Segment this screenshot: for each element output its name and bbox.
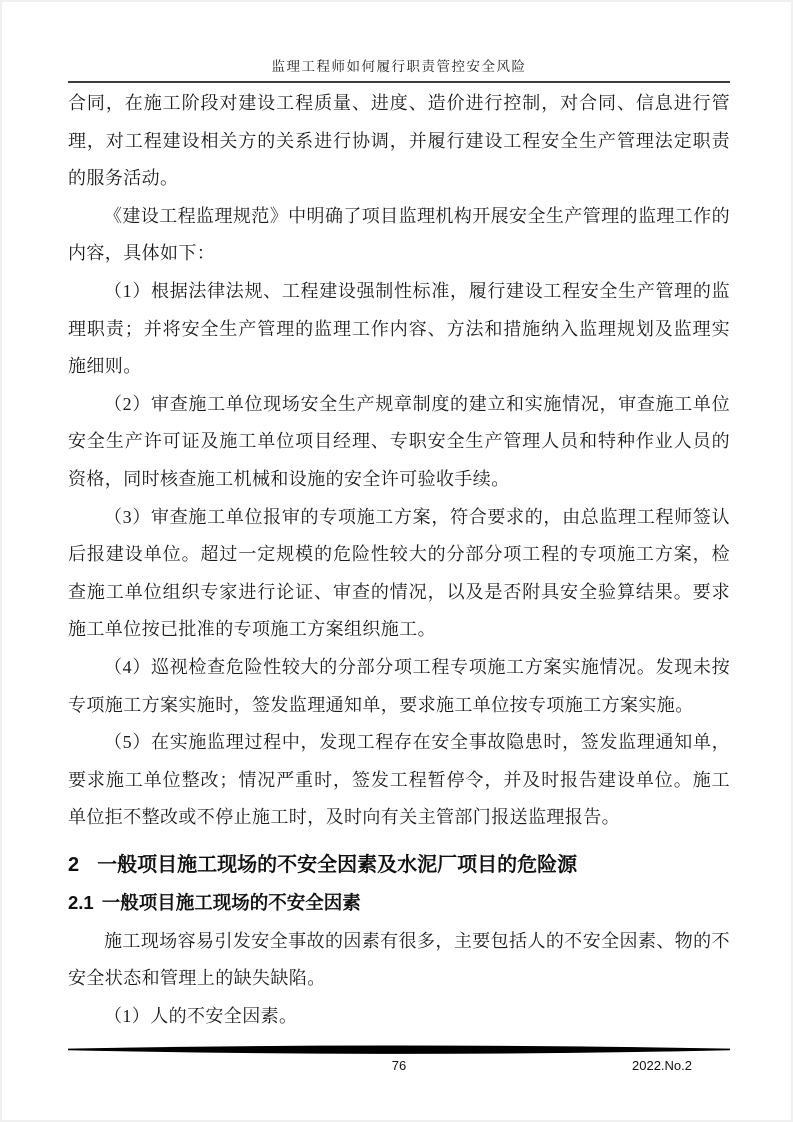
body-paragraph: （1）根据法律法规、工程建设强制性标准，履行建设工程安全生产管理的监理职责；并将安全生产管理的监理工作内容、方法和措施纳入监理规划及监理实施细则。 xyxy=(68,280,730,377)
section-number: 2 xyxy=(68,853,80,876)
subsection-title: 一般项目施工现场的不安全因素 xyxy=(101,891,361,913)
body-paragraph: （1）人的不安全因素。 xyxy=(104,1006,298,1027)
subsection-heading xyxy=(68,891,730,915)
body-paragraph: （3）审查施工单位报审的专项施工方案，符合要求的，由总监理工程师签认后报建设单位。超过一定规模的危险性较大的分部分项工程的专项施工方案，检查施工单位组织专家进行论证、审查的情况，以及是否附具安全验算结果。要求施工单位按已批准的专项施工方案组织施工。 xyxy=(68,506,730,640)
page-footer xyxy=(68,1044,730,1074)
subsection-number: 2.1 xyxy=(68,891,94,913)
body-paragraph: 《建设工程监理规范》中明确了项目监理机构开展安全生产管理的监理工作的内容，具体如下： xyxy=(68,205,730,264)
body-paragraph: （4）巡视检查危险性较大的分部分项工程专项施工方案实施情况。发现未按专项施工方案实施时，签发监理通知单，要求施工单位按专项施工方案实施。 xyxy=(68,656,730,715)
section-heading xyxy=(68,852,730,878)
body-paragraph: 合同，在施工阶段对建设工程质量、进度、造价进行控制，对合同、信息进行管理，对工程建设相关方的关系进行协调，并履行建设工程安全生产管理法定职责的服务活动。 xyxy=(68,93,730,189)
body-paragraph: （5）在实施监理过程中，发现工程存在安全事故隐患时，签发监理通知单，要求施工单位整改；情况严重时，签发工程暂停令，并及时报告建设单位。施工单位拒不整改或不停止施工时，及时向有关主管部门报送监理报告。 xyxy=(68,732,730,828)
running-header xyxy=(68,58,730,83)
footer-tapered-rule xyxy=(68,1044,730,1056)
page-content xyxy=(68,85,730,1036)
section-title: 一般项目施工现场的不安全因素及水泥厂项目的危险源 xyxy=(97,853,578,876)
issue-label: 2022.No.2 xyxy=(632,1058,692,1073)
footer-text-row xyxy=(68,1057,730,1074)
body-paragraph: （2）审查施工单位现场安全生产规章制度的建立和实施情况，审查施工单位安全生产许可证及施工单位项目经理、专职安全生产管理人员和特种作业人员的资格，同时核查施工机械和设施的安全许可验收手续。 xyxy=(68,393,730,489)
running-header-title: 监理工程师如何履行职责管控安全风险 xyxy=(271,59,527,74)
body-paragraph: 施工现场容易引发安全事故的因素有很多，主要包括人的不安全因素、物的不安全状态和管理上的缺失缺陷。 xyxy=(68,930,730,989)
page-number: 76 xyxy=(391,1058,407,1073)
